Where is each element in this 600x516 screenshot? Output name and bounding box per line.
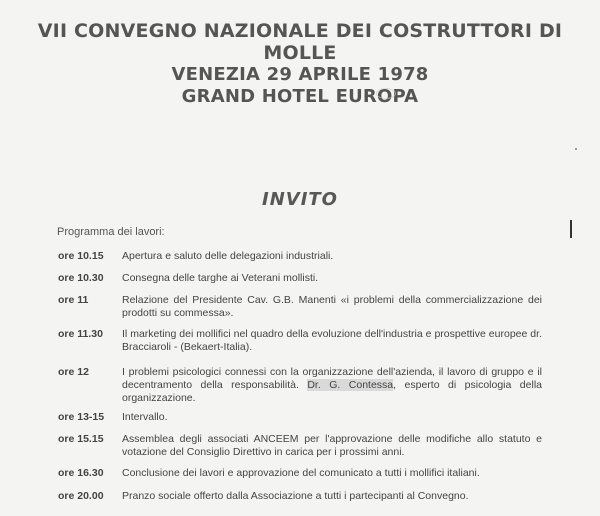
program-time: ore 20.00 bbox=[58, 490, 104, 502]
conference-venue: GRAND HOTEL EUROPA bbox=[181, 86, 419, 107]
program-text-before: I problemi psicologici connessi con la organizzazione dell'azienda, il lavoro di gruppo e il decentramento della responsabilità. bbox=[122, 366, 542, 391]
paper-smudge bbox=[376, 88, 396, 99]
highlighted-speaker: Dr. G. Contessa bbox=[307, 379, 394, 391]
program-time: ore 10.30 bbox=[58, 272, 104, 284]
conference-title: VII CONVEGNO NAZIONALE DEI COSTRUTTORI DI MOLLE bbox=[37, 20, 563, 64]
program-description: Apertura e saluto delle delegazioni industriali. bbox=[122, 250, 334, 262]
program-description: Relazione del Presidente Cav. G.B. Manenti «i problemi della commercializzazione dei prodotti su commessa». bbox=[122, 294, 542, 319]
invitation-title: INVITO bbox=[262, 189, 338, 210]
program-time: ore 12 bbox=[58, 366, 89, 378]
program-description: Conclusione dei lavori e approvazione del comunicato a tutti i mollifici italiani. bbox=[122, 467, 480, 479]
program-description bbox=[122, 366, 542, 405]
program-time: ore 11.30 bbox=[58, 328, 103, 340]
program-time: ore 15.15 bbox=[58, 433, 104, 445]
conference-date-place: VENEZIA 29 APRILE 1978 bbox=[171, 64, 429, 85]
program-time: ore 10.15 bbox=[58, 250, 104, 262]
program-description: Pranzo sociale offerto dalla Associazione a tutti i partecipanti al Convegno. bbox=[122, 490, 469, 502]
program-time: ore 13-15 bbox=[58, 411, 105, 423]
program-description: Il marketing dei mollifici nel quadro della evoluzione dell'industria e prospettive europee dr. Bracciaroli - (Bekaert-Italia). bbox=[122, 328, 542, 353]
program-description: Intervallo. bbox=[122, 411, 168, 423]
program-time: ore 16.30 bbox=[58, 467, 104, 479]
paper-speck bbox=[575, 148, 577, 150]
program-text-after: , esperto di psicologia della organizzazione. bbox=[122, 379, 542, 404]
program-time: ore 11 bbox=[58, 294, 89, 306]
program-description: Consegna delle targhe ai Veterani mollisti. bbox=[122, 272, 319, 284]
program-intro: Programma dei lavori: bbox=[57, 226, 165, 238]
document-header bbox=[0, 20, 600, 108]
margin-mark bbox=[570, 220, 572, 238]
program-description: Assemblea degli associati ANCEEM per l'approvazione delle modifiche allo statuto e votazione del Consiglio Direttivo in carica per i prossimi anni. bbox=[122, 433, 542, 458]
